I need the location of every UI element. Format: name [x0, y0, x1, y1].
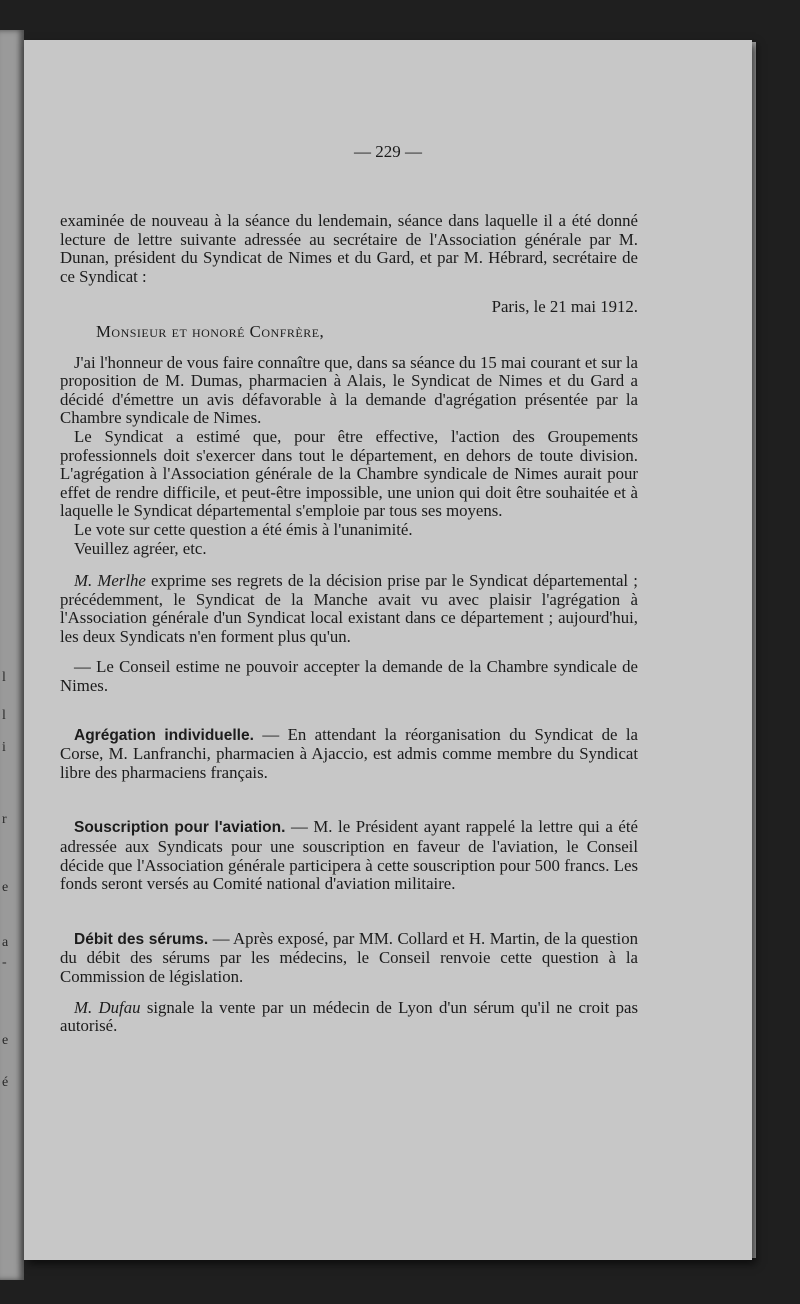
margin-fragment: r: [2, 812, 7, 827]
letter-date: Paris, le 21 mai 1912.: [491, 297, 638, 317]
margin-fragment: e: [2, 1033, 9, 1048]
conseil-paragraph: — Le Conseil estime ne pouvoir accepter la demande de la Chambre syndicale de Nimes.: [60, 657, 638, 696]
page-body: [60, 212, 638, 1036]
letter-salutation: Monsieur et honoré Confrère,: [96, 321, 325, 341]
letter-paragraph: Le vote sur cette question a été émis à l'unanimité.: [74, 519, 413, 539]
souscription-section: [60, 818, 638, 893]
page-number: — 229 —: [354, 142, 422, 161]
margin-fragment: l: [2, 670, 6, 685]
intro-paragraph: examinée de nouveau à la séance du lendemain, séance dans laquelle il a été donné lecture de lettre suivante adressée au secrétaire de l'Association générale par M. Dunan, président du Syndicat de Nimes et du Gard, et par M. Hébrard, secrétaire de ce Syndicat :: [60, 211, 638, 286]
merlhe-paragraph: [60, 572, 638, 646]
debit-section: [60, 930, 638, 987]
margin-fragment: i: [2, 740, 6, 755]
dufau-paragraph: [60, 999, 638, 1036]
section-heading: Agrégation individuelle.: [74, 726, 254, 744]
letter-closing: Veuillez agréer, etc.: [74, 538, 207, 558]
adjacent-page-edge: [0, 30, 24, 1280]
margin-fragment: l: [2, 708, 6, 723]
paragraph-text: — En attendant la réorganisation du Syndicat de la Corse, M. Lanfranchi, pharmacien à Ajaccio, est admis comme membre du Syndicat libre des pharmaciens français.: [60, 724, 638, 782]
section-heading: Débit des sérums.: [74, 930, 209, 948]
speaker-name: M. Dufau: [74, 997, 141, 1017]
agregation-section: [60, 726, 638, 783]
paragraph-text: exprime ses regrets de la décision prise par le Syndicat départemental ; précédemment, le Syndicat de la Manche avait vu avec plaisir l'agrégation à l'Association générale d'un Syndicat local existant dans ce département ; aujourd'hui, les deux Syndicats n'en forment plus qu'un.: [60, 571, 638, 646]
paragraph-text: — Après exposé, par MM. Collard et H. Martin, de la question du débit des sérums par les médecins, le Conseil renvoie cette question à la Commission de législation.: [60, 928, 638, 986]
paragraph-text: signale la vente par un médecin de Lyon d'un sérum qu'il ne croit pas autorisé.: [60, 997, 638, 1036]
margin-fragment: e: [2, 880, 9, 895]
margin-fragment: a: [2, 935, 9, 950]
letter-body: [60, 354, 638, 559]
letter-paragraph: Le Syndicat a estimé que, pour être effective, l'action des Groupements professionnels doit s'exercer dans tout le département, en dehors de toute division. L'agrégation à l'Association générale de la Chambre syndicale de Nimes aurait pour effet de rendre difficile, et peut-être impossible, une union qui doit être souhaitée et à laquelle le Syndicat départemental s'emploie par tous ses moyens.: [60, 426, 638, 521]
margin-fragment: -: [2, 955, 7, 970]
speaker-name: M. Merlhe: [74, 571, 146, 591]
section-heading: Souscription pour l'aviation.: [74, 819, 286, 837]
document-page: [24, 40, 752, 1260]
paragraph-text: — M. le Président ayant rappelé la lettre qui a été adressée aux Syndicats pour une souscription en faveur de l'aviation, le Conseil décide que l'Association générale participera à cette souscription pour 500 francs. Les fonds seront versés au Comité national d'aviation militaire.: [60, 817, 638, 894]
margin-fragment: é: [2, 1075, 9, 1090]
letter-paragraph: J'ai l'honneur de vous faire connaître que, dans sa séance du 15 mai courant et sur la proposition de M. Dumas, pharmacien à Alais, le Syndicat de Nimes et du Gard a décidé d'émettre un avis défavorable à la demande d'agrégation présentée par la Chambre syndicale de Nimes.: [60, 352, 638, 428]
